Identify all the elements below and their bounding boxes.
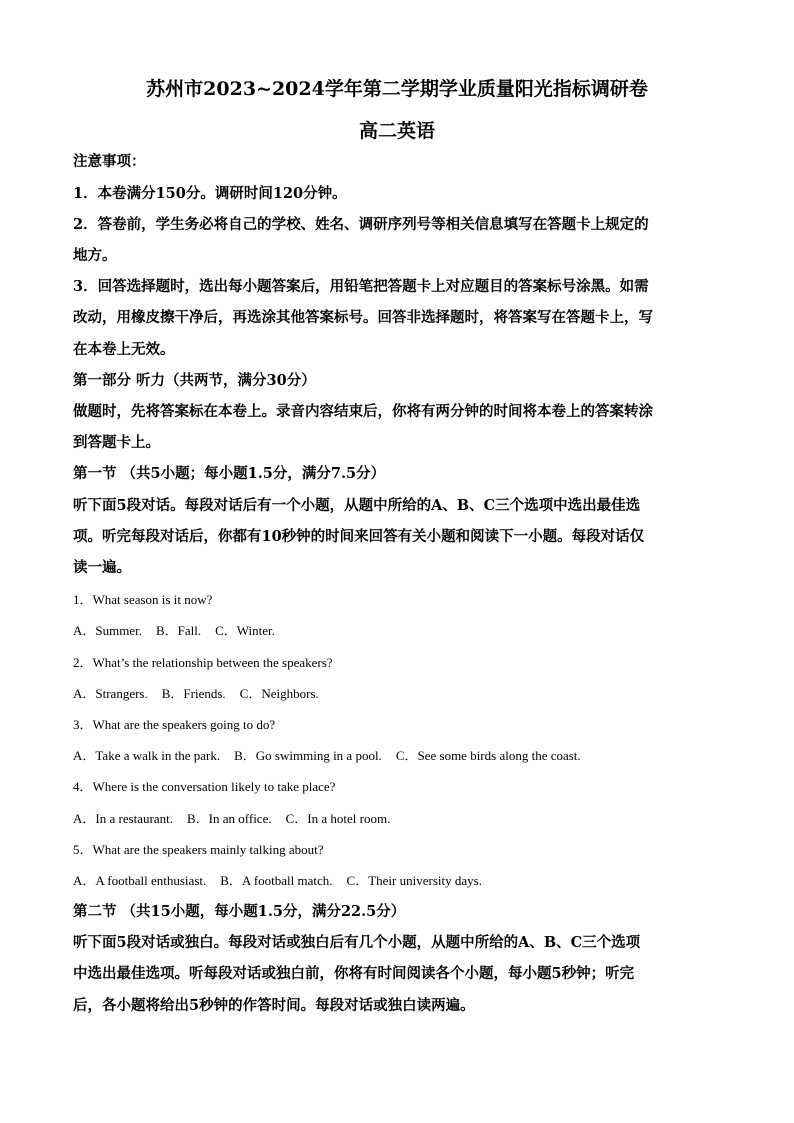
notice-item-3-line-3: 在本卷上无效。 <box>73 341 175 358</box>
section1-heading: 第一节 （共5小题；每小题1.5分，满分7.5分） <box>73 465 386 482</box>
question-4: 4．Where is the conversation likely to take place? <box>73 779 336 794</box>
section2-intro-line-3: 后，各小题将给出5秒钟的作答时间。每段对话或独白读两遍。 <box>73 997 475 1014</box>
question-2: 2．What’s the relationship between the speakers? <box>73 655 333 670</box>
exam-title: 苏州市2023~2024学年第二学期学业质量阳光指标调研卷 <box>146 78 648 100</box>
option-a: A．Take a walk in the park. <box>73 748 221 763</box>
notice-item-2-line-1: 2．答卷前，学生务必将自己的学校、姓名、调研序列号等相关信息填写在答题卡上规定的 <box>73 216 649 233</box>
option-b: B．Go swimming in a pool. <box>234 748 382 763</box>
exam-subtitle: 高二英语 <box>358 120 435 142</box>
part1-intro-line-2: 到答题卡上。 <box>73 434 160 451</box>
question-3-options <box>73 745 595 764</box>
option-c: C．Their university days. <box>346 873 482 888</box>
question-5: 5．What are the speakers mainly talking about? <box>73 842 324 857</box>
question-1: 1．What season is it now? <box>73 592 213 607</box>
option-b: B．Friends. <box>161 686 226 701</box>
question-2-options <box>73 683 333 702</box>
option-b: B．Fall. <box>155 623 202 638</box>
notice-item-3-line-2: 改动，用橡皮擦干净后，再选涂其他答案标号。回答非选择题时，将答案写在答题卡上，写 <box>73 309 653 326</box>
notice-item-2-line-2: 地方。 <box>73 247 117 264</box>
option-a: A．Summer. <box>73 623 142 638</box>
section1-intro-line-1: 听下面5段对话。每段对话后有一个小题，从题中所给的A、B、C三个选项中选出最佳选 <box>73 497 641 514</box>
part1-heading: 第一部分 听力（共两节，满分30分） <box>73 372 316 389</box>
option-c: C．See some birds along the coast. <box>395 748 581 763</box>
option-c: C．Winter. <box>215 623 275 638</box>
notice-item-1: 1．本卷满分150分。调研时间120分钟。 <box>73 185 347 202</box>
question-1-options <box>73 620 289 639</box>
notice-item-3-line-1: 3．回答选择题时，选出每小题答案后，用铅笔把答题卡上对应题目的答案标号涂黑。如需 <box>73 278 649 295</box>
part1-intro-line-1: 做题时，先将答案标在本卷上。录音内容结束后，你将有两分钟的时间将本卷上的答案转涂 <box>73 403 653 420</box>
section1-intro-line-2: 项。听完每段对话后，你都有10秒钟的时间来回答有关小题和阅读下一小题。每段对话仅 <box>73 528 645 545</box>
option-a: A．A football enthusiast. <box>73 873 207 888</box>
option-a: A．Strangers. <box>73 686 148 701</box>
notice-heading: 注意事项： <box>73 153 146 170</box>
question-4-options <box>73 808 404 827</box>
option-a: A．In a restaurant. <box>73 811 173 826</box>
option-b: B．In an office. <box>187 811 272 826</box>
section2-intro-line-1: 听下面5段对话或独白。每段对话或独白后有几个小题，从题中所给的A、B、C三个选项 <box>73 934 641 951</box>
question-5-options <box>73 870 496 889</box>
section2-heading: 第二节 （共15小题，每小题1.5分，满分22.5分） <box>73 903 406 920</box>
section1-intro-line-3: 读一遍。 <box>73 559 131 576</box>
question-3: 3．What are the speakers going to do? <box>73 717 276 732</box>
option-b: B．A football match. <box>220 873 333 888</box>
option-c: C．In a hotel room. <box>285 811 391 826</box>
section2-intro-line-2: 中选出最佳选项。听每段对话或独白前，你将有时间阅读各个小题，每小题5秒钟；听完 <box>73 965 635 982</box>
option-c: C．Neighbors. <box>239 686 319 701</box>
